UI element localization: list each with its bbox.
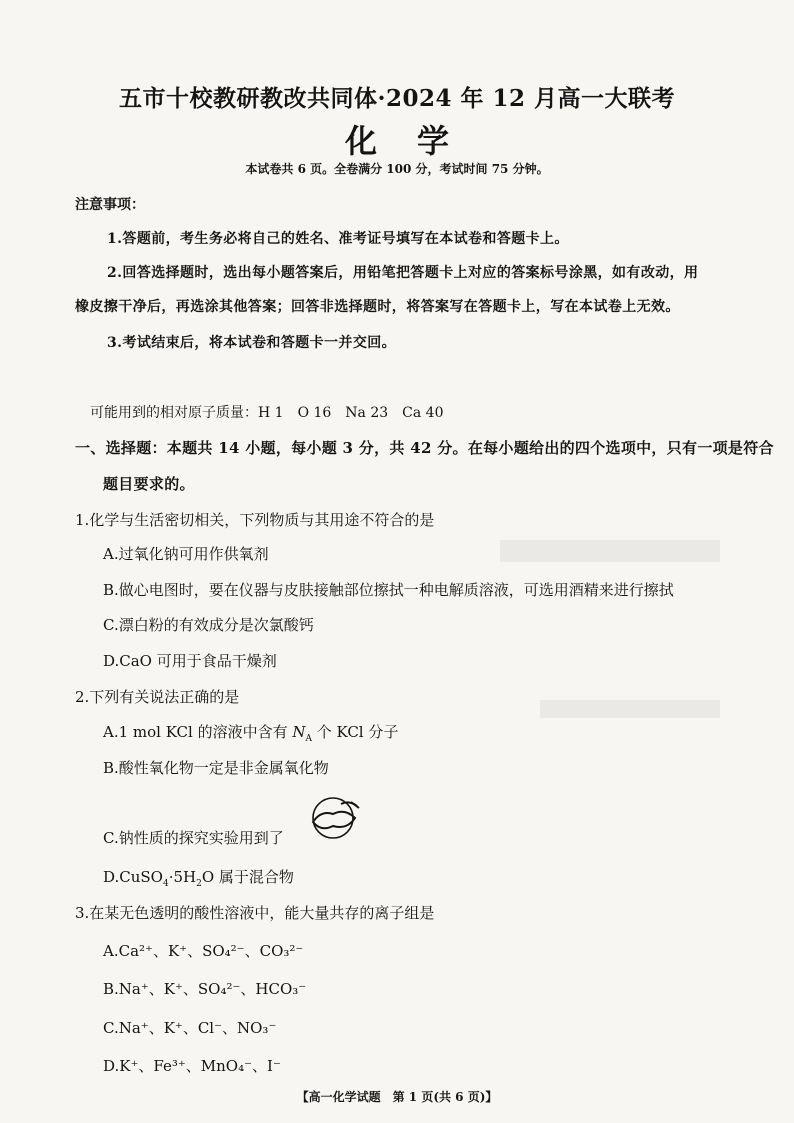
exam-info: 本试卷共 6 页。全卷满分 100 分，考试时间 75 分钟。 bbox=[245, 162, 549, 176]
sodium-hazard-icon bbox=[303, 796, 363, 842]
notice-item: 3.考试结束后，将本试卷和答题卡一并交回。 bbox=[107, 335, 397, 351]
q1-option-a: A.过氧化钠可用作供氧剂 bbox=[103, 545, 269, 563]
q1-option-b: B.做心电图时，要在仪器与皮肤接触部位擦拭一种电解质溶液，可选用酒精来进行擦拭 bbox=[103, 581, 674, 599]
q1-option-d: D.CaO 可用于食品干燥剂 bbox=[103, 652, 277, 670]
q3-option-b: B.Na⁺、K⁺、SO₄²⁻、HCO₃⁻ bbox=[103, 980, 307, 998]
section-heading: 一、选择题：本题共 14 小题，每小题 3 分，共 42 分。在每小题给出的四个选项中，只有一项是符合 bbox=[75, 439, 774, 457]
notice-item: 2.回答选择题时，选出每小题答案后，用铅笔把答题卡上对应的答案标号涂黑，如有改动，用 bbox=[107, 265, 699, 281]
notice-title: 注意事项： bbox=[75, 197, 145, 213]
q3-option-a: A.Ca²⁺、K⁺、SO₄²⁻、CO₃²⁻ bbox=[103, 942, 304, 960]
bleed-through-shadow bbox=[500, 540, 720, 562]
q2-option-a: A.1 mol KCl 的溶液中含有 $N_A$ 个 KCl 分子 bbox=[103, 723, 399, 744]
q1-option-c: C.漂白粉的有效成分是次氯酸钙 bbox=[103, 616, 314, 634]
bleed-through-shadow bbox=[540, 700, 720, 718]
section-heading-cont: 题目要求的。 bbox=[103, 475, 195, 493]
question-3-stem: 3.在某无色透明的酸性溶液中，能大量共存的离子组是 bbox=[75, 904, 435, 922]
q2-option-d: $D.CuSO_4\cdot 5H_2O$ 属于混合物 bbox=[103, 868, 294, 889]
atomic-masses: 可能用到的相对原子质量：H 1 O 16 Na 23 Ca 40 bbox=[90, 405, 444, 421]
page-footer: 【高一化学试题 第 1 页(共 6 页)】 bbox=[296, 1090, 498, 1104]
question-2-stem: 2.下列有关说法正确的是 bbox=[75, 688, 240, 706]
q2-option-b: B.酸性氧化物一定是非金属氧化物 bbox=[103, 759, 329, 777]
q3-option-d: D.K⁺、Fe³⁺、MnO₄⁻、I⁻ bbox=[103, 1057, 281, 1075]
question-1-stem: 1.化学与生活密切相关，下列物质与其用途不符合的是 bbox=[75, 511, 435, 529]
notice-item: 橡皮擦干净后，再选涂其他答案；回答非选择题时，将答案写在答题卡上，写在本试卷上无效。 bbox=[75, 299, 680, 315]
notice-item: 1.答题前，考生务必将自己的姓名、准考证号填写在本试卷和答题卡上。 bbox=[107, 231, 569, 247]
exam-title: 五市十校教研教改共同体·2024 年 12 月高一大联考 bbox=[118, 85, 676, 112]
q2-option-c: C.钠性质的探究实验用到了 bbox=[103, 829, 284, 847]
q3-option-c: C.Na⁺、K⁺、Cl⁻、NO₃⁻ bbox=[103, 1019, 277, 1037]
subject-title: 化学 bbox=[344, 122, 489, 160]
